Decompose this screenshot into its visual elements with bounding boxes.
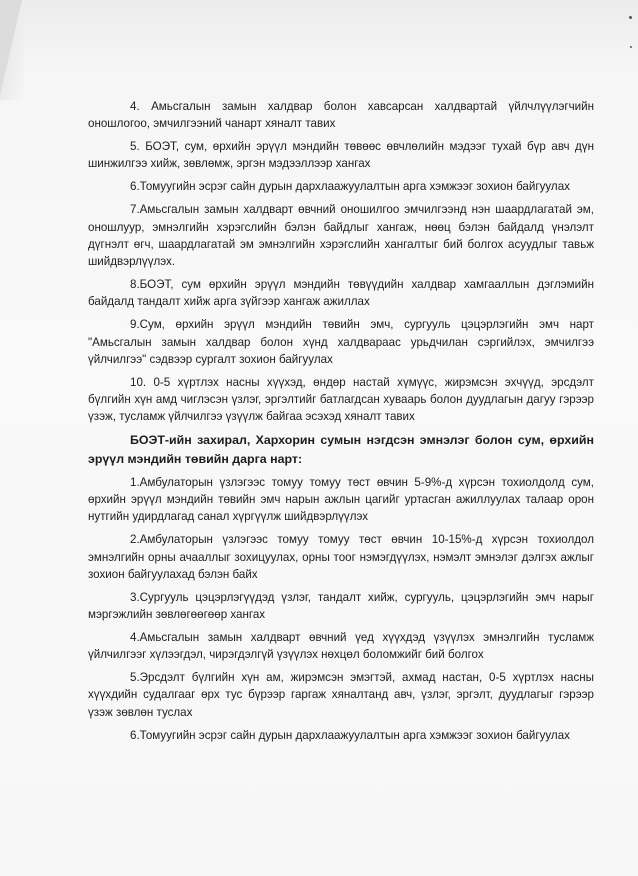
- paragraph-item-4-diagnosis: 4. Амьсгалын замын халдвар болон хавсарсан халдвартай үйлчлүүлэгчийн оношлогоо, эмчилгээний чанарт хяналт тавих: [88, 100, 594, 131]
- paragraph-item-5-surveillance: 5. БОЭТ, сум, өрхийн эрүүл мэндийн төвөөс өвчлөлийн мэдээг тухай бүр авч дүн шинжилгээ хийж, зөвлөмж, эргэн мэдээллээр хангах: [88, 140, 594, 171]
- page-fold-corner: [0, 0, 22, 95]
- paragraph-item-7-medical-supplies: 7.Амьсгалын замын халдварт өвчний оношилгоо эмчилгээнд нэн шаардлагатай эм, оношлуур, эмнэлгийн хэрэгслийн бэлэн байдлыг хангаж, нөөц бэлэн байдалд үнэлэлт дүгнэлт өгч, шаардлагатай эм эмнэлгийн хэрэгслийн хангалтыг бий болгох асуудлыг тавьж шийдвэрлүүлэх.: [88, 203, 594, 269]
- paragraph-directive-4: 4.Амьсгалын замын халдварт өвчний үед хүүхдэд үзүүлэх эмнэлгийн тусламж үйлчилгээг хүлээгдэл, чирэгдэлгүй үзүүлэх нөхцөл боломжийг бий болгох: [88, 630, 594, 662]
- paragraph-item-10-risk-groups: 10. 0-5 хүртлэх насны хүүхэд, өндөр настай хүмүүс, жирэмсэн эхчүүд, эрсдэлт бүлгийн хүн амд чиглэсэн үзлэг, эргэлтийг батлагдсан хуваарь болон дуудлагын дагуу гэрээр үзэж, тусламж үйлчилгээ үзүүлж байгаа эсэхэд хяналт тавих: [88, 375, 594, 424]
- paragraph-directive-2: 2.Амбулаторын үзлэгээс томуу томуу төст өвчин 10-15%-д хүрсэн тохиолдол эмнэлгийн орны ачааллыг зохицуулах, орны тоог нэмэгдүүлэх, нэмэлт эмнэлэг дэлгэх ажлыг зохион байгуулахад бэлэн байх: [88, 533, 594, 581]
- scan-speck: [630, 46, 632, 48]
- paragraph-item-6-vaccination: 6.Томуугийн эсрэг сайн дурын дархлаажуулалтын арга хэмжээг зохион байгуулах: [130, 180, 570, 194]
- scan-speck: [629, 16, 632, 19]
- paragraph-item-9-training: 9.Сум, өрхийн эрүүл мэндийн төвийн эмч, сургууль цэцэрлэгийн эмч нарт "Амьсгалын замын халдвар болон хүнд халдвараас урьдчилан сэргийлэх, эмчилгээ үйлчилгээ" сэдвээр сургалт зохион байгуулах: [88, 318, 594, 366]
- paragraph-directive-6: 6.Томуугийн эсрэг сайн дурын дархлаажуулалтын арга хэмжээг зохион байгуулах: [130, 728, 570, 742]
- paragraph-item-8-infection-control: 8.БОЭТ, сум өрхийн эрүүл мэндийн төвүүдийн халдвар хамгааллын дэглэмийн байдалд тандалт хийж арга зүйгээр хангаж ажиллах: [88, 278, 594, 309]
- paragraph-directive-5: 5.Эрсдэлт бүлгийн хүн ам, жирэмсэн эмэгтэй, ахмад настан, 0-5 хүртлэх насны хүүхдийн судалгааг өрх тус бүрээр гаргаж хяналтанд авч, үзлэг, эргэлт, дуудлагыг гэрээр үзэж зөвлөн туслах: [88, 671, 594, 719]
- section-heading: БОЭТ-ийн захирал, Хархорин сумын нэгдсэн эмнэлэг болон сум, өрхийн эрүүл мэндийн төвийн дарга нарт:: [88, 433, 594, 466]
- document-body: [88, 98, 594, 750]
- paragraph-directive-1: 1.Амбулаторын үзлэгээс томуу томуу төст өвчин 5-9%-д хүрсэн тохиолдолд сум, өрхийн эрүүл мэндийн төвийн эмч нарын ажлын цагийг уртасган ажиллуулах талаар орон нутгийн удирдлагад санал хүргүүлж шийдвэрлүүлэх: [88, 475, 594, 524]
- paragraph-directive-3: 3.Сургууль цэцэрлэгүүдэд үзлэг, тандалт хийж, сургууль, цэцэрлэгийн эмч нарыг мэргэжлийн зөвлөгөөгөөр хангах: [88, 590, 594, 622]
